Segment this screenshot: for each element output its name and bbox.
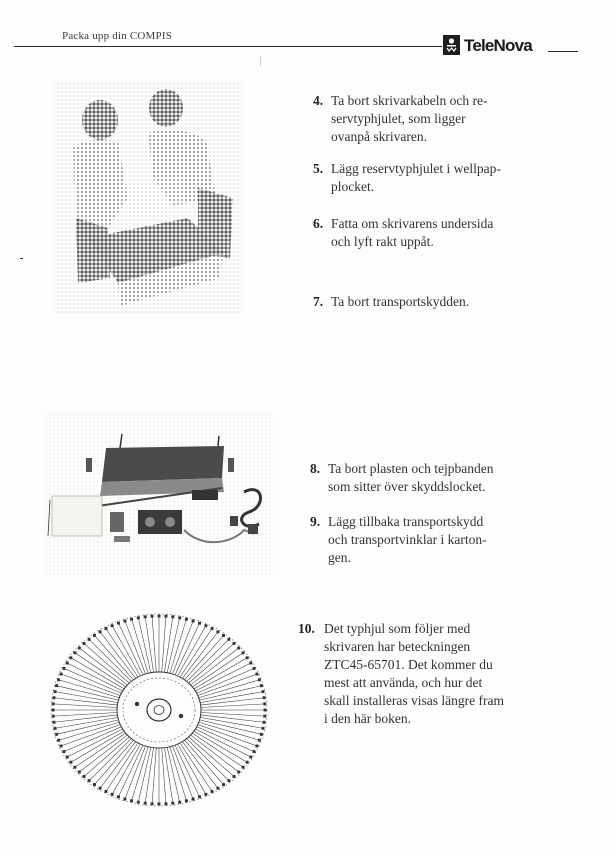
typewheel-character-tip xyxy=(250,756,252,758)
typewheel-spoke xyxy=(145,748,153,804)
typewheel-spoke xyxy=(71,658,124,689)
typewheel-character-tip xyxy=(165,615,167,617)
typewheel-character-tip xyxy=(117,622,119,624)
typewheel-character-tip xyxy=(74,766,76,768)
step-8 xyxy=(310,460,494,496)
header-rule-right xyxy=(548,51,578,52)
typewheel-character-tip xyxy=(178,617,180,619)
typewheel-character-tip xyxy=(105,627,107,629)
typewheel-character-tip xyxy=(233,642,235,644)
typewheel-character-tip xyxy=(144,616,146,618)
step-text: Ta bort transportskydden. xyxy=(331,294,470,309)
typewheel-character-tip xyxy=(144,802,146,804)
typewheel-spoke xyxy=(167,618,179,673)
typewheel-spoke xyxy=(138,747,150,802)
typewheel-spoke xyxy=(67,729,122,757)
typewheel-character-tip xyxy=(54,690,56,692)
typewheel-spoke xyxy=(152,616,156,672)
typewheel-character-tip xyxy=(262,690,264,692)
typewheel-character-tip xyxy=(233,775,235,777)
typewheel-character-tip xyxy=(130,618,132,620)
typewheel-character-tip xyxy=(250,662,252,664)
step-text: Ta bort plasten och tejpbanden som sitter över skyddslocket. xyxy=(328,461,494,494)
typewheel-spoke xyxy=(178,626,206,676)
typewheel-character-tip xyxy=(222,783,224,785)
typewheel-spoke xyxy=(180,743,212,792)
typewheel-character-tip xyxy=(111,624,113,626)
typewheel-character-tip xyxy=(124,798,126,800)
typewheel-character-tip xyxy=(262,727,264,729)
typewheel-character-tip xyxy=(217,631,219,633)
typewheel-character-tip xyxy=(242,766,244,768)
typewheel-character-tip xyxy=(178,801,180,803)
typewheel-spoke xyxy=(182,632,218,679)
step-4 xyxy=(313,92,488,146)
typewheel-character-tip xyxy=(53,721,55,723)
typewheel-character-tip xyxy=(52,715,54,717)
typewheel-character-tip xyxy=(137,617,139,619)
typewheel-spoke xyxy=(199,722,260,740)
step-9 xyxy=(310,513,487,567)
typewheel-character-tip xyxy=(192,798,194,800)
typewheel-character-tip xyxy=(264,715,266,717)
typewheel-character-tip xyxy=(172,616,174,618)
typewheel-spoke xyxy=(112,744,140,794)
typewheel-spoke xyxy=(106,743,138,792)
typewheel-spoke xyxy=(164,748,172,804)
typewheel-spoke xyxy=(138,618,150,673)
typewheel-spoke xyxy=(164,617,172,673)
typewheel-character-tip xyxy=(217,787,219,789)
step-6 xyxy=(313,215,493,251)
typewheel-spoke xyxy=(162,748,166,804)
step-number: 10. xyxy=(298,621,315,636)
typewheel-character-tip xyxy=(83,775,85,777)
typewheel-spoke xyxy=(201,712,265,716)
typewheel-character-tip xyxy=(192,620,194,622)
typewheel-character-tip xyxy=(158,803,160,805)
typewheel-character-tip xyxy=(111,793,113,795)
step-number: 9. xyxy=(310,514,321,529)
step-number: 6. xyxy=(313,216,324,231)
step-number: 7. xyxy=(313,294,324,309)
typewheel-character-tip xyxy=(211,627,213,629)
typewheel-character-tip xyxy=(246,657,248,659)
typewheel-spoke xyxy=(59,722,120,740)
typewheel-character-tip xyxy=(117,796,119,798)
typewheel-spoke xyxy=(125,621,146,674)
step-number: 8. xyxy=(310,461,321,476)
typewheel-character-tip xyxy=(60,745,62,747)
typewheel-spoke xyxy=(201,715,264,722)
typewheel-character-tip xyxy=(260,733,262,735)
typewheel-character-tip xyxy=(57,679,59,681)
typewheel-character-tip xyxy=(211,790,213,792)
typewheel-character-tip xyxy=(185,618,187,620)
typewheel-character-tip xyxy=(238,647,240,649)
typewheel-character-tip xyxy=(70,761,72,763)
scan-mark xyxy=(260,56,261,66)
photo-printer-and-accessories xyxy=(44,412,274,577)
typewheel-spoke xyxy=(162,616,166,672)
margin-tick xyxy=(20,258,23,259)
typewheel-character-tip xyxy=(253,750,255,752)
typewheel-character-tip xyxy=(258,679,260,681)
header-rule xyxy=(14,46,442,47)
typewheel-spoke xyxy=(200,717,263,728)
typewheel-spoke xyxy=(201,698,264,705)
typewheel-spoke xyxy=(152,748,156,804)
typewheel-spoke xyxy=(55,692,118,703)
typewheel-character-tip xyxy=(99,787,101,789)
typewheel-spoke xyxy=(180,629,212,678)
typewheel-character-tip xyxy=(264,703,266,705)
typewheel-spoke xyxy=(194,658,247,689)
typewheel-character-tip xyxy=(74,652,76,654)
typewheel-character-tip xyxy=(63,750,65,752)
typewheel-character-tip xyxy=(228,638,230,640)
typewheel-character-tip xyxy=(228,779,230,781)
typewheel-spoke xyxy=(112,626,140,676)
typewheel-spoke xyxy=(195,663,250,691)
typewheel-character-tip xyxy=(88,779,90,781)
typewheel-spoke xyxy=(53,712,117,716)
step-text: Det typhjul som följer med skrivaren har beteckningen ZTC45-65701. Det kommer du mest att använda, och hur det skall installeras visas längre fram i den här boken. xyxy=(324,621,504,726)
typewheel-character-tip xyxy=(205,793,207,795)
typewheel-character-tip xyxy=(198,622,200,624)
typewheel-spoke xyxy=(182,742,218,789)
typewheel-character-tip xyxy=(260,684,262,686)
typewheel-character-tip xyxy=(99,631,101,633)
typewheel-character-tip xyxy=(93,634,95,636)
typewheel-character-tip xyxy=(55,684,57,686)
typewheel-character-tip xyxy=(151,615,153,617)
typewheel-character-tip xyxy=(93,783,95,785)
typewheel-spoke xyxy=(53,704,117,708)
step-text: Ta bort skrivarkabeln och re- servtyphjulet, som ligger ovanpå skrivaren. xyxy=(331,93,488,144)
typewheel-character-tip xyxy=(57,739,59,741)
typewheel-character-tip xyxy=(198,796,200,798)
typewheel-spoke xyxy=(201,704,265,708)
step-5 xyxy=(313,160,501,196)
typewheel-character-tip xyxy=(53,697,55,699)
typewheel-spoke xyxy=(199,680,260,698)
typewheel-character-tip xyxy=(63,667,65,669)
typewheel-character-tip xyxy=(52,709,54,711)
typewheel-character-tip xyxy=(70,657,72,659)
typewheel-character-tip xyxy=(137,801,139,803)
typewheel-character-tip xyxy=(256,673,258,675)
typewheel-character-tip xyxy=(222,634,224,636)
typewheel-character-tip xyxy=(158,615,160,617)
page-title: Packa upp din COMPIS xyxy=(62,30,173,42)
typewheel-spoke xyxy=(59,680,120,698)
typewheel-character-tip xyxy=(78,647,80,649)
step-text: Fatta om skrivarens undersida och lyft rakt uppåt. xyxy=(331,216,494,249)
typewheel-character-tip xyxy=(185,800,187,802)
typewheel-spoke xyxy=(67,663,122,691)
brand-logo-text: TeleNova xyxy=(464,36,532,55)
typewheel-spoke xyxy=(194,731,247,762)
typewheel-character-tip xyxy=(130,800,132,802)
typewheel-character-tip xyxy=(264,709,266,711)
step-10 xyxy=(298,620,504,728)
typewheel-character-tip xyxy=(263,697,265,699)
typewheel-spoke xyxy=(54,715,117,722)
typewheel-character-tip xyxy=(66,662,68,664)
typewheel-spoke xyxy=(167,747,179,802)
typewheel-spoke xyxy=(200,692,263,703)
typewheel-character-tip xyxy=(205,624,207,626)
typewheel-character-tip xyxy=(242,652,244,654)
telenova-crown-logo-icon xyxy=(443,35,460,55)
typewheel-character-tip xyxy=(52,703,54,705)
typewheel-character-tip xyxy=(88,638,90,640)
typewheel-character-tip xyxy=(263,721,265,723)
typewheel-spoke xyxy=(54,698,117,705)
typewheel-character-tip xyxy=(124,620,126,622)
typewheel-spoke xyxy=(55,717,118,728)
typewheel-spoke xyxy=(71,731,124,762)
typewheel-character-tip xyxy=(258,739,260,741)
illustration-typewheel xyxy=(46,612,276,812)
typewheel-character-tip xyxy=(256,745,258,747)
typewheel-character-tip xyxy=(151,803,153,805)
typewheel-character-tip xyxy=(105,790,107,792)
typewheel-character-tip xyxy=(165,803,167,805)
step-number: 4. xyxy=(313,93,324,108)
typewheel-character-tip xyxy=(253,667,255,669)
typewheel-spoke xyxy=(178,744,206,794)
typewheel-spoke xyxy=(173,746,194,799)
step-text: Lägg tillbaka transportskydd och transportvinklar i karton- gen. xyxy=(328,514,487,565)
typewheel-character-tip xyxy=(83,642,85,644)
typewheel-character-tip xyxy=(246,761,248,763)
typewheel-character-tip xyxy=(172,802,174,804)
page-header xyxy=(0,0,614,60)
step-text: Lägg reservtyphjulet i wellpap- plocket. xyxy=(331,161,501,194)
typewheel-character-tip xyxy=(78,771,80,773)
typewheel-character-tip xyxy=(60,673,62,675)
typewheel-spoke xyxy=(173,621,194,674)
typewheel-spoke xyxy=(100,632,136,679)
typewheel-character-tip xyxy=(238,771,240,773)
typewheel-spoke xyxy=(125,746,146,799)
typewheel-character-tip xyxy=(55,733,57,735)
typewheel-spoke xyxy=(100,742,136,789)
typewheel-character-tip xyxy=(54,727,56,729)
typewheel-spoke xyxy=(195,729,250,757)
step-number: 5. xyxy=(313,161,324,176)
typewheel-spoke xyxy=(145,617,153,673)
step-7 xyxy=(313,293,469,311)
photo-two-people-lifting-printer xyxy=(48,78,248,318)
typewheel-character-tip xyxy=(66,756,68,758)
typewheel-spoke xyxy=(106,629,138,678)
